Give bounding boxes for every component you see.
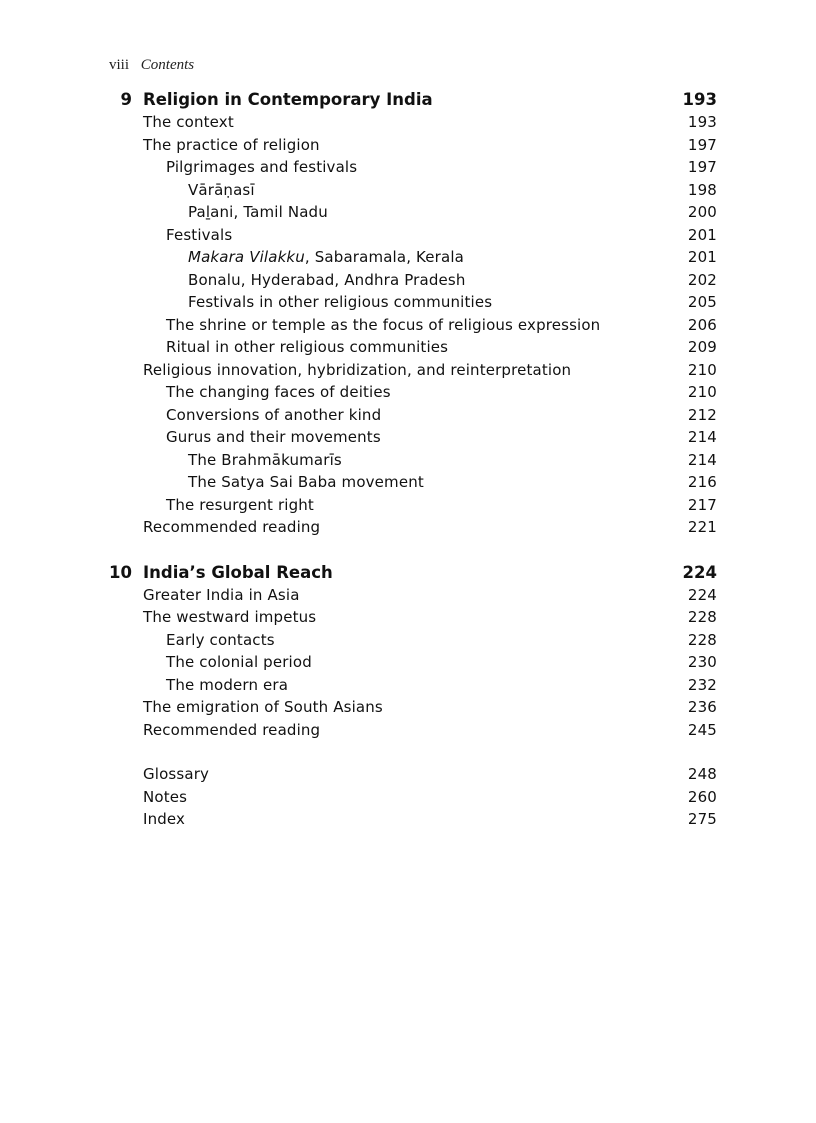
entry-title: The Brahmākumarīs (188, 450, 342, 469)
toc-entry-bonalu[interactable] (0, 269, 816, 292)
page-folio: viii (109, 57, 130, 73)
entry-title: The context (143, 113, 234, 131)
entry-title (188, 246, 464, 269)
toc-entry-festivals[interactable] (0, 224, 816, 247)
entry-title: Conversions of another kind (166, 405, 382, 424)
entry-page: 228 (687, 608, 717, 626)
toc-entry-resurgent-right[interactable] (0, 494, 816, 517)
entry-title: The resurgent right (166, 495, 314, 514)
entry-title: The modern era (166, 675, 289, 694)
toc-entry-satya-sai-baba[interactable] (0, 471, 816, 494)
entry-title: The westward impetus (143, 608, 317, 626)
entry-title-italic: Makara Vilakku (188, 248, 305, 266)
entry-title: Recommended reading (143, 720, 321, 739)
entry-page: 205 (687, 293, 717, 311)
entry-title: Festivals in other religious communities (188, 293, 493, 311)
entry-page: 193 (687, 113, 717, 131)
toc-entry-modern-era[interactable] (0, 674, 816, 697)
toc-entry-religious-innovation[interactable] (0, 359, 816, 382)
entry-title: The Satya Sai Baba movement (188, 473, 424, 491)
entry-title: Festivals (166, 225, 233, 244)
entry-title: The practice of religion (143, 135, 320, 154)
toc-entry-gurus[interactable] (0, 426, 816, 449)
entry-page: 197 (687, 135, 717, 154)
entry-page: 275 (687, 810, 717, 828)
entry-page: 214 (687, 428, 717, 446)
toc-entry-makara-vilakku[interactable] (0, 246, 816, 269)
toc-entry-recommended-reading[interactable] (0, 516, 816, 539)
toc-entry-varanasi[interactable] (0, 179, 816, 202)
chapter-10-heading[interactable] (0, 561, 816, 584)
entry-title-rest: , Sabaramala, Kerala (304, 248, 464, 266)
chapter-page: 193 (682, 90, 717, 109)
entry-title: The emigration of South Asians (143, 698, 383, 716)
chapter-number: 9 (120, 90, 132, 109)
entry-page: 214 (687, 450, 717, 469)
entry-title: The colonial period (166, 653, 312, 671)
entry-page: 202 (687, 270, 717, 289)
entry-title: Ritual in other religious communities (166, 338, 449, 356)
entry-title: Greater India in Asia (143, 585, 300, 604)
toc-entry-greater-india[interactable] (0, 584, 816, 607)
toc-entry-westward-impetus[interactable] (0, 606, 816, 629)
entry-title: Index (143, 810, 186, 828)
entry-title: Religious innovation, hybridization, and reinterpretation (143, 360, 572, 379)
entry-page: 236 (687, 698, 717, 716)
entry-page: 248 (687, 765, 717, 783)
section-gap (0, 539, 816, 561)
section-gap (0, 741, 816, 763)
toc-entry-practice-of-religion[interactable] (0, 134, 816, 157)
entry-page: 260 (687, 787, 717, 806)
toc-entry-changing-faces[interactable] (0, 381, 816, 404)
entry-page: 197 (687, 158, 717, 176)
entry-title: Paḻani, Tamil Nadu (188, 203, 328, 221)
toc-entry-index[interactable] (0, 808, 816, 831)
chapter-title: India’s Global Reach (143, 562, 333, 582)
entry-title: Vārāṇasī (188, 180, 255, 199)
table-of-contents (0, 88, 816, 831)
entry-page: 221 (687, 518, 717, 536)
entry-page: 209 (687, 338, 717, 356)
entry-page: 200 (687, 203, 717, 221)
running-head-title: Contents (140, 57, 195, 73)
chapter-9-heading[interactable] (0, 88, 816, 111)
entry-page: 210 (687, 383, 717, 401)
entry-page: 216 (687, 473, 717, 491)
entry-title: Glossary (143, 765, 210, 783)
toc-entry-colonial-period[interactable] (0, 651, 816, 674)
toc-entry-recommended-reading[interactable] (0, 719, 816, 742)
toc-entry-ritual-other-communities[interactable] (0, 336, 816, 359)
toc-entry-brahmakumaris[interactable] (0, 449, 816, 472)
toc-entry-pilgrimages-and-festivals[interactable] (0, 156, 816, 179)
entry-title: Bonalu, Hyderabad, Andhra Pradesh (188, 270, 466, 289)
entry-page: 212 (687, 405, 717, 424)
toc-entry-festivals-other-communities[interactable] (0, 291, 816, 314)
entry-page: 217 (687, 495, 717, 514)
entry-title: Notes (143, 787, 188, 806)
entry-page: 230 (687, 653, 717, 671)
entry-title: Early contacts (166, 630, 275, 649)
entry-page: 206 (687, 315, 717, 334)
entry-page: 224 (687, 585, 717, 604)
entry-title: The changing faces of deities (166, 383, 391, 401)
chapter-number: 10 (109, 562, 132, 582)
chapter-page: 224 (682, 562, 717, 582)
toc-entry-glossary[interactable] (0, 763, 816, 786)
chapter-title: Religion in Contemporary India (143, 90, 433, 109)
entry-page: 228 (687, 630, 717, 649)
entry-title: The shrine or temple as the focus of religious expression (166, 315, 601, 334)
toc-entry-notes[interactable] (0, 786, 816, 809)
entry-page: 198 (687, 180, 717, 199)
entry-page: 210 (687, 360, 717, 379)
entry-title: Gurus and their movements (166, 428, 381, 446)
entry-page: 245 (687, 720, 717, 739)
running-head (109, 57, 194, 74)
entry-title: Pilgrimages and festivals (166, 158, 358, 176)
toc-entry-emigration[interactable] (0, 696, 816, 719)
toc-entry-the-context[interactable] (0, 111, 816, 134)
entry-title: Recommended reading (143, 518, 321, 536)
toc-entry-shrine-or-temple[interactable] (0, 314, 816, 337)
toc-entry-early-contacts[interactable] (0, 629, 816, 652)
entry-page: 201 (687, 248, 717, 266)
entry-page: 232 (687, 675, 717, 694)
entry-page: 201 (687, 225, 717, 244)
toc-entry-palani[interactable] (0, 201, 816, 224)
toc-entry-conversions[interactable] (0, 404, 816, 427)
